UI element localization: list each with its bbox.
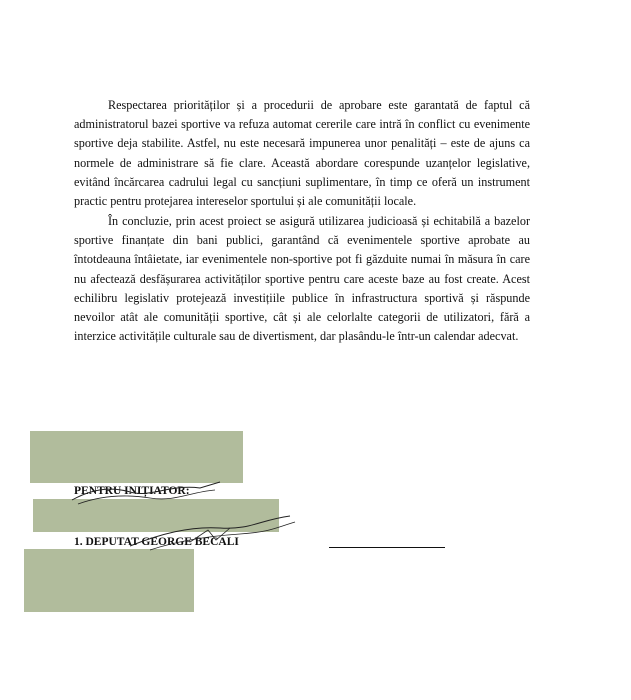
redaction-block-top (30, 431, 243, 483)
signature-scribble-top (70, 478, 230, 508)
paragraph-2-text: În concluzie, prin acest proiect se asigură utilizarea judicioasă și echitabilă a bazelor sportive finanțate din bani publici, garantând că evenimentele sportive aprobate au întotdeauna întâietate, iar evenimentele non-sportive pot fi găzduite numai în măsura în care nu afectează desfășurarea activităților sportive pentru care aceste baze au fost create. Acest echilibru legislativ protejează investițiile publice în infrastructura sportivă și răspunde nevoilor atât ale comunității sportive, cât și ale celorlalte categorii de utilizatori, fără a interzice activitățile culturale sau de divertisment, dar plasându-le într-un calendar adecvat. (74, 214, 530, 344)
redaction-block-bottom (24, 549, 194, 612)
paragraph-1-text: Respectarea priorităților și a procedurii de aprobare este garantată de faptul că administratorul bazei sportive va refuza automat cererile care intră în conflict cu evenimente sportive deja stabilite. Astfel, nu este necesară impunerea unor penalități – este de ajuns ca normele de administrare să fie clare. Această abordare corespunde uzanțelor legislative, evitând încărcarea cadrului legal cu sancțiuni suplimentare, în timp ce oferă un instrument practic pentru protejarea intereselor sportului și ale comunității locale. (74, 98, 530, 209)
signature-line (329, 547, 445, 548)
paragraph-conclusion (74, 212, 530, 346)
signature-scribble-bottom (90, 512, 300, 552)
deputy-name-label: 1. DEPUTAT GEORGE BECALI (74, 536, 239, 548)
initiator-label: PENTRU INIȚIATOR: (74, 485, 190, 497)
paragraph-priorities (74, 96, 530, 211)
